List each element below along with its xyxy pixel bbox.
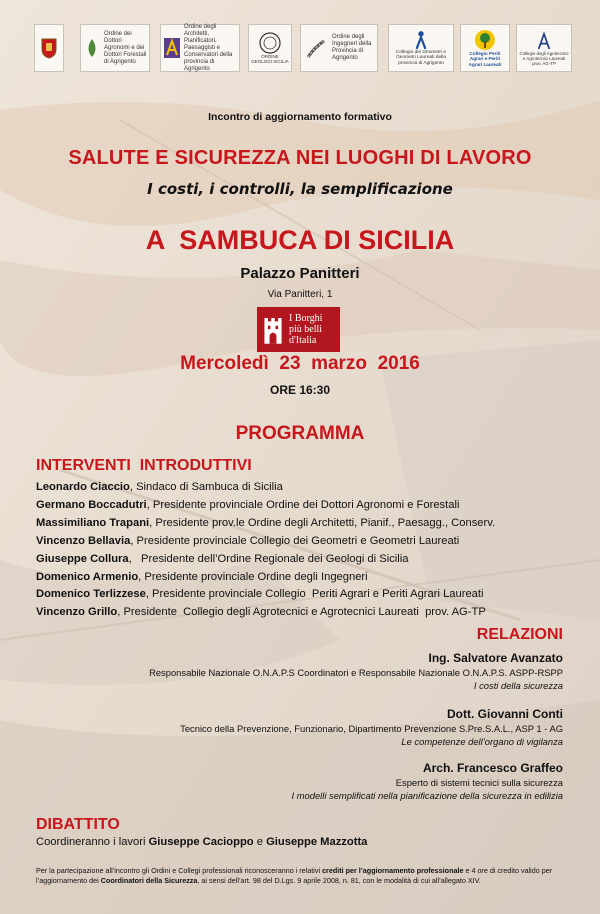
logo-agronomi-label: Ordine dei Dottori Agronomi e dei Dottori Forestali di Agrigento xyxy=(104,30,147,65)
logo-agronomi xyxy=(80,24,150,72)
interventi-heading: INTERVENTI INTRODUTTIVI xyxy=(36,457,252,474)
borghi-line: d'Italia xyxy=(289,335,317,346)
logo-geometri xyxy=(388,24,454,72)
relazione-topic: I costi della sicurezza xyxy=(473,680,563,691)
borghi-line: I Borghi xyxy=(289,313,323,324)
coordinator-name: Giuseppe Mazzotta xyxy=(266,836,368,848)
logo-strip xyxy=(28,24,574,76)
relatore-name: Dott. Giovanni Conti xyxy=(447,707,563,721)
event-time: ORE 16:30 xyxy=(269,383,331,397)
event-location: A SAMBUCA DI SICILIA xyxy=(145,225,455,255)
logo-geometri-label: Collegio dei Geometri e Geometri Laureati della provincia di Agrigento xyxy=(395,49,447,66)
leaf-icon xyxy=(83,37,101,59)
borghi-badge xyxy=(257,307,340,352)
logo-periti-agrari-label: Collegio Periti Agrari e Periti Agrari Laureati xyxy=(468,51,502,67)
figure-icon xyxy=(413,30,429,50)
logo-architetti xyxy=(160,24,240,72)
logo-ingegneri-label: Ordine degli Ingegneri della Provincia di Agrigento xyxy=(332,34,372,61)
relazione-item xyxy=(180,706,563,748)
relatore-name: Ing. Salvatore Avanzato xyxy=(428,651,563,665)
relatore-desc: Tecnico della Prevenzione, Funzionario, Dipartimento Prevenzione S.Pre.S.A.L., ASP 1 - AG xyxy=(180,723,563,734)
list-item xyxy=(36,515,576,533)
tree-icon xyxy=(474,29,496,51)
speaker-list xyxy=(36,479,576,622)
speaker-name: Domenico Armenio xyxy=(36,570,139,583)
coordinator-name: Giuseppe Cacioppo xyxy=(148,836,254,848)
logo-periti-agrari xyxy=(460,24,510,72)
relatore-desc: Responsabile Nazionale O.N.A.P.S Coordinatori e Responsabile Nazionale O.N.A.P.S. ASPP-RSPP xyxy=(149,667,563,678)
speaker-role: , Sindaco di Sambuca di Sicilia xyxy=(129,481,283,493)
speaker-name: Giuseppe Collura xyxy=(36,552,129,565)
relazione-topic: Le competenze dell’organo di vigilanza xyxy=(401,736,563,747)
event-address: Via Panitteri, 1 xyxy=(267,289,333,300)
road-icon xyxy=(303,37,329,59)
credits-bold: Coordinatori della Sicurezza xyxy=(100,876,198,885)
credits-text: e 4 ore di credito valido per l’aggiornamento dei xyxy=(36,866,553,885)
borghi-line: più belli xyxy=(289,324,323,335)
coordinators-line xyxy=(36,836,367,848)
logo-comune xyxy=(34,24,64,72)
speaker-name: Vincenzo Grillo xyxy=(36,606,118,619)
coordinators-prefix: Coordineranno i lavori xyxy=(36,836,149,848)
credits-bold: crediti per l’aggiornamento professionale xyxy=(322,866,464,875)
borghi-text xyxy=(289,313,322,346)
logo-ingegneri xyxy=(300,24,378,72)
relazione-item xyxy=(292,760,564,802)
speaker-name: Massimiliano Trapani xyxy=(36,516,150,529)
relatore-desc: Esperto di sistemi tecnici sulla sicurezza xyxy=(395,777,563,788)
list-item xyxy=(36,551,576,569)
list-item xyxy=(36,604,576,622)
speaker-role: , Presidente Collegio degli Agrotecnici e Agrotecnici Laureati prov. AG-TP xyxy=(117,606,486,619)
letter-a-icon xyxy=(163,37,181,59)
event-venue: Palazzo Panitteri xyxy=(240,265,360,282)
speaker-name: Vincenzo Bellavia xyxy=(36,534,131,547)
logo-geologi xyxy=(248,24,292,72)
list-item xyxy=(36,497,576,515)
list-item xyxy=(36,569,576,587)
speaker-role: , Presidente provinciale Ordine dei Dottori Agronomi e Forestali xyxy=(146,498,460,511)
logo-architetti-label: Ordine degli Architetti, Pianificatori, Paesaggisti e Conservatori della provincia di Agrigento xyxy=(184,23,233,72)
relazione-topic: I modelli semplificati nella pianificazione della sicurezza in edilizia xyxy=(291,790,563,801)
list-item xyxy=(36,479,576,497)
list-item xyxy=(36,533,576,551)
speaker-role: , Presidente provinciale Collegio dei Geometri e Geometri Laureati xyxy=(130,534,460,547)
tower-icon xyxy=(261,314,285,346)
event-title: SALUTE E SICUREZZA NEI LUOGHI DI LAVORO xyxy=(68,147,532,169)
credits-text: , ai sensi dell’art. 98 del D.Lgs. 9 aprile 2008, n. 81, con le modalità di cui all’allegato XIV. xyxy=(197,876,481,885)
event-date: Mercoledì 23 marzo 2016 xyxy=(180,353,420,374)
logo-agrotecnici xyxy=(516,24,572,72)
relazioni-heading: RELAZIONI xyxy=(476,626,563,643)
list-item xyxy=(36,586,576,604)
speaker-name: Leonardo Ciaccio xyxy=(36,481,130,493)
relazione-item xyxy=(149,650,563,692)
credits-note xyxy=(36,866,570,886)
speaker-role: , Presidente provinciale Collegio Periti Agrari e Periti Agrari Laureati xyxy=(145,588,484,601)
speaker-role: , Presidente prov.le Ordine degli Architetti, Pianif., Paesagg., Conserv. xyxy=(149,516,496,529)
seal-icon xyxy=(259,32,281,54)
logo-agrotecnici-label: Collegio degli Agrotecnici e Agrotecnici Laureati prov. AG-TP xyxy=(519,50,569,66)
speaker-role: , Presidente dell’Ordine Regionale dei Geologi di Sicilia xyxy=(128,552,409,565)
letter-a-icon xyxy=(536,31,552,51)
speaker-name: Domenico Terlizzese xyxy=(36,588,146,601)
dibattito-heading: DIBATTITO xyxy=(36,816,120,833)
event-tagline: I costi, i controlli, la semplificazione xyxy=(147,180,453,198)
speaker-role: , Presidente provinciale Ordine degli Ingegneri xyxy=(138,570,368,583)
coordinators-and: e xyxy=(253,836,267,848)
logo-geologi-label: ORDINE GEOLOGI SICILIA xyxy=(251,54,289,64)
event-subtitle: Incontro di aggiornamento formativo xyxy=(208,111,392,123)
coat-of-arms-icon xyxy=(40,37,58,59)
speaker-name: Germano Boccadutri xyxy=(36,498,147,511)
relatore-name: Arch. Francesco Graffeo xyxy=(422,761,563,775)
credits-text: Per la partecipazione all’incontro gli Ordini e Collegi professionali riconosceranno i relativi xyxy=(36,866,323,875)
program-heading: PROGRAMMA xyxy=(235,423,365,444)
